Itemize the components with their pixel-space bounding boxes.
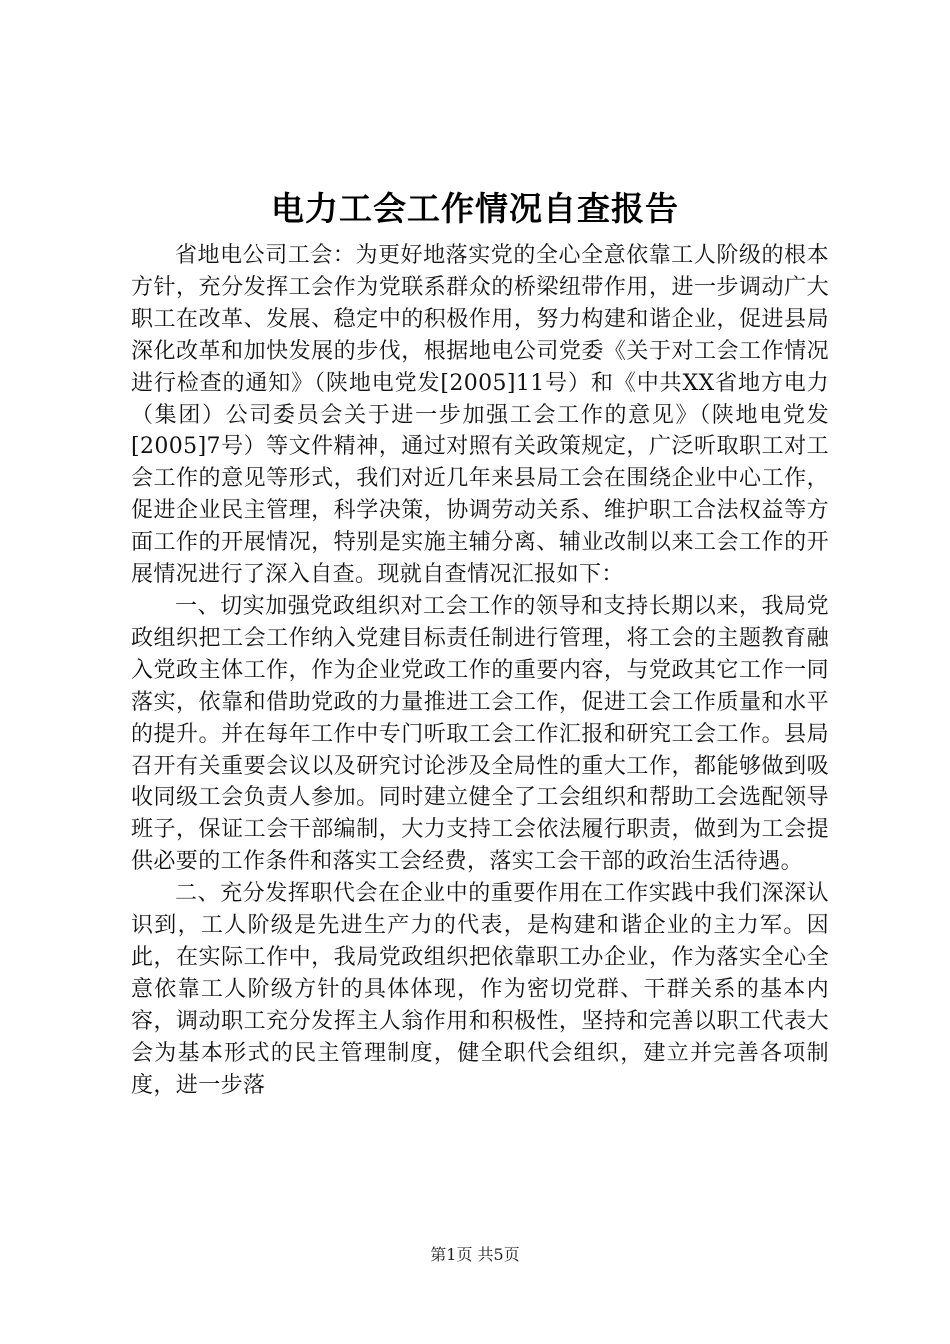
- page-footer: 第1页 共5页: [430, 1245, 520, 1264]
- document-body: [131, 240, 829, 1101]
- document-title: 电力工会工作情况自查报告: [271, 189, 679, 228]
- paragraph-intro: 省地电公司工会：为更好地落实党的全心全意依靠工人阶级的根本方针，充分发挥工会作为党联系群众的桥梁纽带作用，进一步调动广大职工在改革、发展、稳定中的积极作用，努力构建和谐企业，促进县局深化改革和加快发展的步伐，根据地电公司党委《关于对工会工作情况进行检查的通知》（陕地电党发[2005]11号）和《中共XX省地方电力（集团）公司委员会关于进一步加强工会工作的意见》（陕地电党发[2005]7号）等文件精神，通过对照有关政策规定，广泛听取职工对工会工作的意见等形式，我们对近几年来县局工会在围绕企业中心工作，促进企业民主管理，科学决策，协调劳动关系、维护职工合法权益等方面工作的开展情况，特别是实施主辅分离、辅业改制以来工会工作的开展情况进行了深入自查。现就自查情况汇报如下：: [131, 243, 829, 588]
- paragraph-section-one: 一、切实加强党政组织对工会工作的领导和支持长期以来，我局党政组织把工会工作纳入党建目标责任制进行管理，将工会的主题教育融入党政主体工作，作为企业党政工作的重要内容，与党政其它工作一同落实，依靠和借助党政的力量推进工会工作，促进工会工作质量和水平的提升。并在每年工作中专门听取工会工作汇报和研究工会工作。县局召开有关重要会议以及研究讨论涉及全局性的重大工作，都能够做到吸收同级工会负责人参加。同时建立健全了工会组织和帮助工会选配领导班子，保证工会干部编制，大力支持工会依法履行职责，做到为工会提供必要的工作条件和落实工会经费，落实工会干部的政治生活待遇。: [131, 593, 829, 875]
- paragraph-section-two: 二、充分发挥职代会在企业中的重要作用在工作实践中我们深深认识到，工人阶级是先进生产力的代表，是构建和谐企业的主力军。因此，在实际工作中，我局党政组织把依靠职工办企业，作为落实全心全意依靠工人阶级方针的具体体现，作为密切党群、干群关系的基本内容，调动职工充分发挥主人翁作用和积极性，坚持和完善以职工代表大会为基本形式的民主管理制度，健全职代会组织，建立并完善各项制度，进一步落: [131, 881, 829, 1098]
